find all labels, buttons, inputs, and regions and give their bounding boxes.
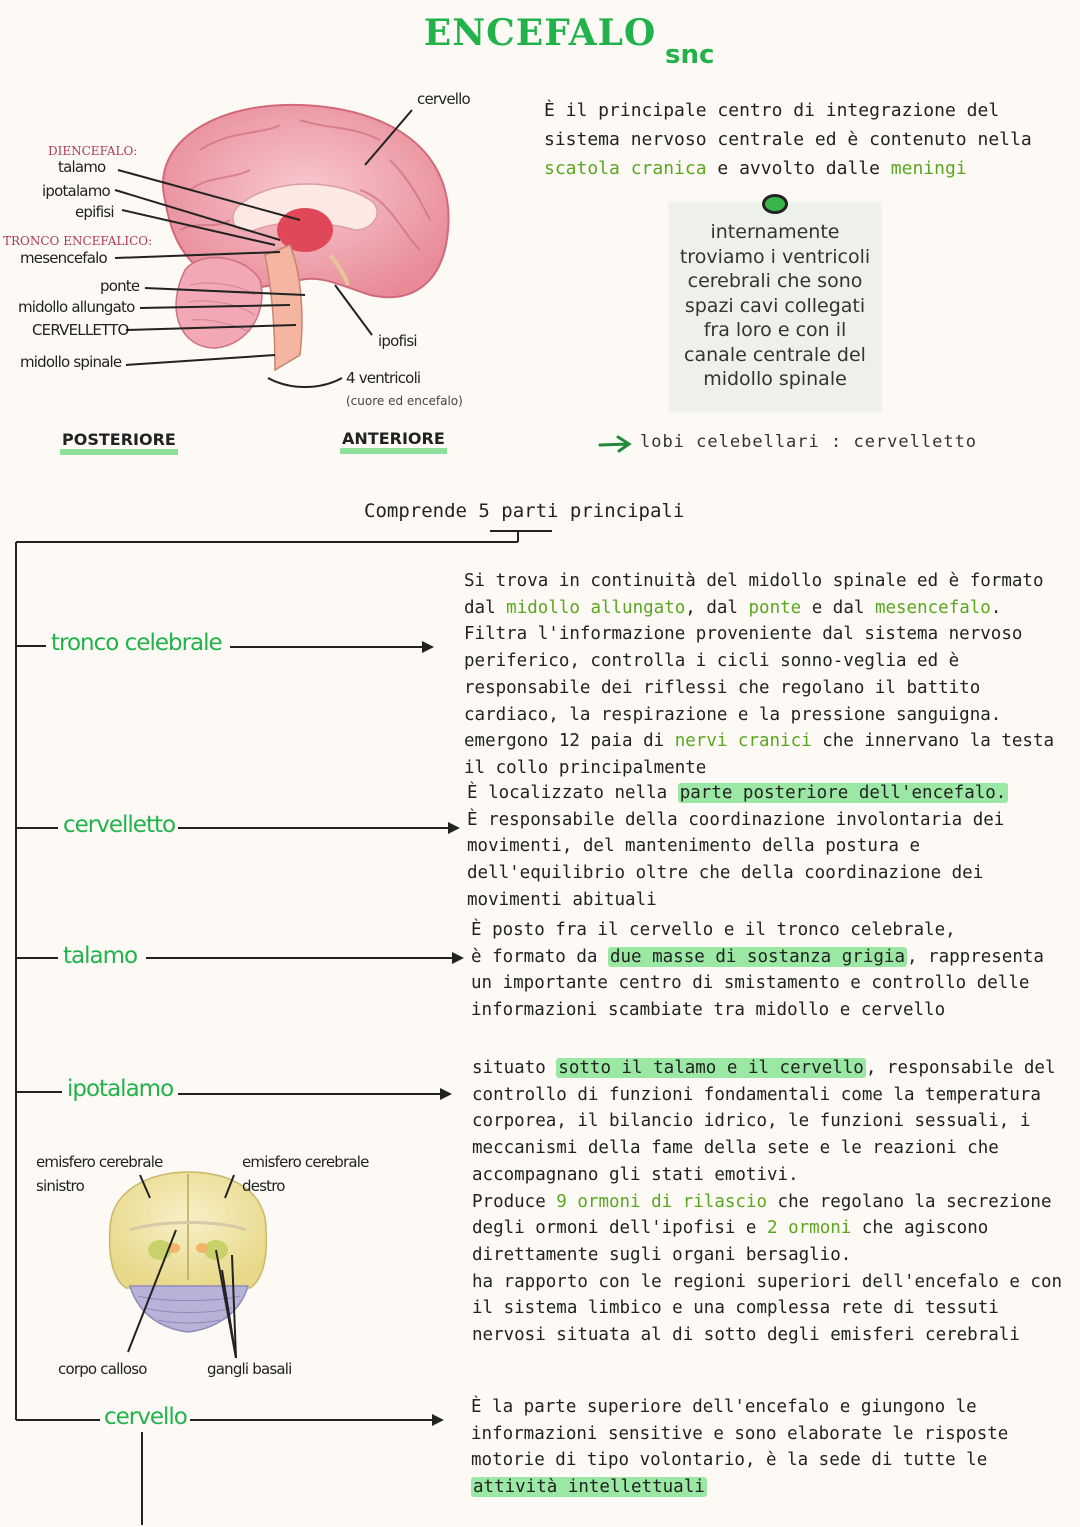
comprende-heading: Comprende 5 parti principali [364, 500, 685, 522]
talamo-label: talamo [58, 158, 106, 176]
part-tronco-celebrale: tronco celebrale [48, 630, 225, 656]
part-cervello: cervello [101, 1404, 190, 1430]
mesencefalo-label: mesencefalo [20, 249, 107, 267]
intro-text: È il principale centro di integrazione del sistema nervoso centrale ed è contenuto nella scatola cranica e avvolto dalle meningi [544, 100, 1032, 179]
part-cervelletto: cervelletto [60, 812, 178, 838]
desc-ipotalamo: situato sotto il talamo e il cervello , responsabile del controllo di funzioni fondamentali come la temperatura corporea, il bilancio idrico, le funzioni sessuali, i meccanismi della fame della sete e le reazioni che accompagnano gli stati emotivi. Produce 9 ormoni di rilascio che regolano la secrezione degli ormoni dell'ipofisi e 2 ormoni che agiscono direttamente sugli organi bersaglio. ha rapporto con le regioni superiori dell'encefalo e con il sistema limbico e una complessa rete di tessuti nervosi situata al di sotto degli emisferi cerebrali [472, 1058, 1063, 1346]
tronco-encefalico-label: TRONCO ENCEFALICO: [3, 234, 153, 248]
epifisi-label: epifisi [75, 203, 114, 221]
posteriore-label: POSTERIORE [60, 430, 178, 455]
ventricoli-note: (cuore ed encefalo) [346, 394, 463, 408]
part-talamo: talamo [60, 943, 140, 969]
page-subtitle: snc [665, 40, 715, 70]
emisfero-sinistro-label: emisfero cerebrale sinistro [36, 1153, 163, 1195]
lobi-note: lobi celebellari : cervelletto [640, 432, 978, 452]
desc-tronco: Si trova in continuità del midollo spinale ed è formato dal midollo allungato, dal ponte e dal mesencefalo. Filtra l'informazione proveniente dal sistema nervoso periferico, controlla i cicli sonno-veglia ed è responsabile dei riflessi che regolano il battito cardiaco, la respirazione e la pressione sanguigna. emergono 12 paia di nervi cranici che innervano la testa il collo principalmente [464, 571, 1055, 778]
diencefalo-label: DIENCEFALO: [48, 144, 138, 158]
emisfero-destro-label: emisfero cerebrale destro [242, 1153, 369, 1195]
midollo-spinale-label: midollo spinale [20, 353, 122, 371]
cervello-label: cervello [417, 90, 470, 108]
page-title: ENCEFALO [423, 12, 657, 54]
desc-cervelletto: È localizzato nella parte posteriore dell'encefalo. È responsabile della coordinazione involontaria dei movimenti, del mantenimento della postura e dell'equilibrio oltre che della coordinazione dei movimenti abituali [467, 783, 1007, 910]
ipotalamo-label: ipotalamo [42, 182, 110, 200]
midollo-allungato-label: midollo allungato [18, 298, 135, 316]
gangli-basali-label: gangli basali [207, 1360, 292, 1378]
ventricoli-label: 4 ventricoli [346, 369, 421, 387]
desc-cervello: È la parte superiore dell'encefalo e giungono le informazioni sensitive e sono elaborate le risposte motorie di tipo volontario, è la sede di tutte le attività intellettuali [471, 1397, 1009, 1498]
sticky-note: internamente troviamo i ventricoli cerebrali che sono spazi cavi collegati fra loro e con il canale centrale del midollo spinale [669, 202, 881, 412]
corpo-calloso-label: corpo calloso [58, 1360, 147, 1378]
ipofisi-label: ipofisi [378, 332, 417, 350]
desc-talamo: È posto fra il cervello e il tronco celebrale, è formato da due masse di sostanza grigia , rappresenta un importante centro di smistamento e controllo delle informazioni scambiate tra midollo e cervello [471, 920, 1044, 1021]
cervelletto-label: CERVELLETTO [32, 321, 129, 339]
anteriore-label: ANTERIORE [340, 429, 447, 454]
part-ipotalamo: ipotalamo [64, 1076, 176, 1102]
ponte-label: ponte [100, 277, 140, 295]
